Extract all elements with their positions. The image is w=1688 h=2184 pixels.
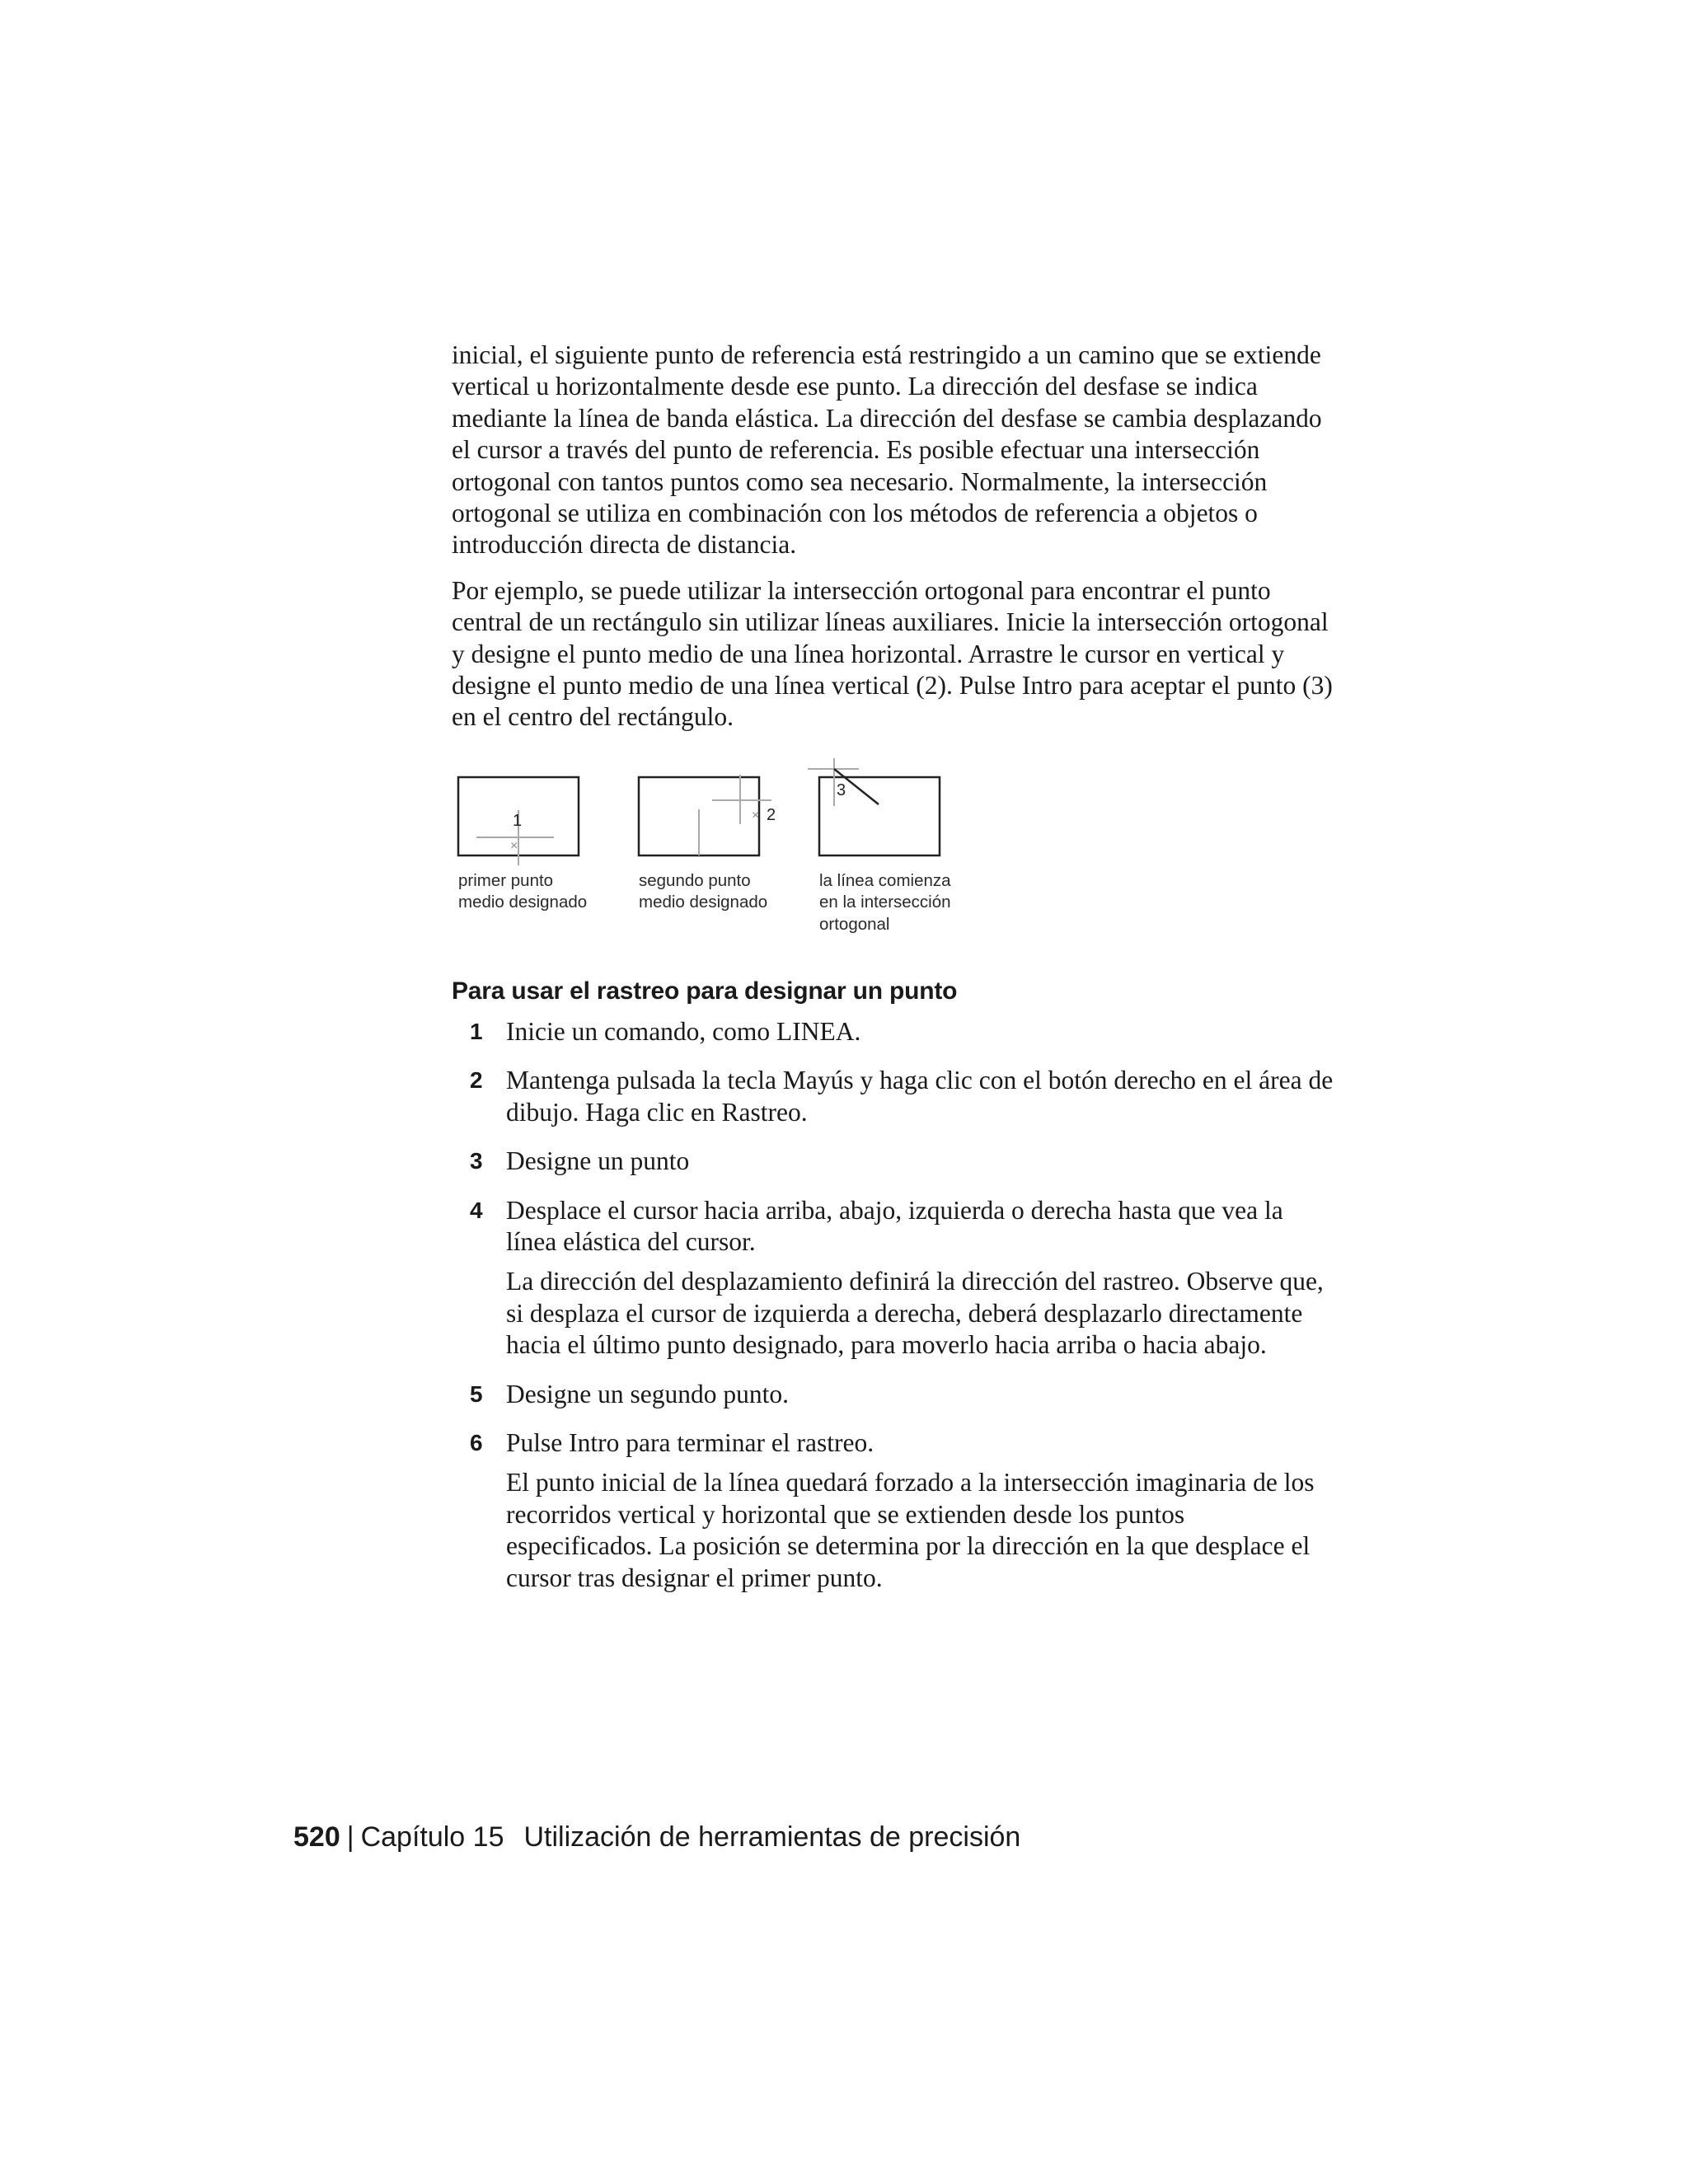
- step-number: 6: [470, 1429, 483, 1455]
- step-note: La dirección del desplazamiento definirá la dirección del rastreo. Observe que, si desplaza el cursor de izquierda a derecha, deberá desplazarlo directamente hacia el último punto designado, para moverlo hacia arriba o hacia abajo.: [506, 1267, 1324, 1360]
- footer-separator: |: [346, 1821, 354, 1853]
- panel-1-marker: 1: [513, 811, 523, 830]
- panel-2-caption: segundo punto medio designado: [639, 870, 768, 912]
- procedure-step-1: [452, 1016, 1335, 1047]
- step-number: 4: [470, 1197, 483, 1223]
- panel-1-caption: primer punto medio designado: [458, 870, 588, 912]
- body-paragraph-1: inicial, el siguiente punto de referencia está restringido a un camino que se extiende vertical u horizontalmente desde ese punto. La dirección del desfase se indica mediante la línea de banda elástica. La dirección del desfase se cambia desplazando el cursor a través del punto de referencia. Es posible efectuar una intersección ortogonal con tantos puntos como sea necesario. Normalmente, la intersección ortogonal se utiliza en combinación con los métodos de referencia a objetos o introducción directa de distancia.: [452, 340, 1322, 560]
- figure-drawing: [452, 758, 979, 865]
- page-number: 520: [293, 1821, 340, 1853]
- panel-3-caption: la línea comienza en la intersección ortogonal: [819, 870, 951, 934]
- procedure-heading: Para usar el rastreo para designar un punto: [452, 977, 958, 1005]
- step-text: Desplace el cursor hacia arriba, abajo, izquierda o derecha hasta que vea la línea elástica del cursor.: [506, 1195, 1283, 1256]
- panel-3-marker: 3: [837, 780, 846, 799]
- chapter-label: Capítulo 15: [360, 1821, 504, 1853]
- procedure-step-6: [452, 1427, 1335, 1594]
- page-content: [452, 340, 1335, 1594]
- step-number: 3: [470, 1148, 483, 1174]
- orthogonal-intersection-figure: [452, 758, 979, 948]
- step-number: 5: [470, 1380, 483, 1407]
- panel-2-marker: 2: [767, 805, 776, 824]
- procedure-steps: [452, 1016, 1335, 1594]
- procedure-step-4: [452, 1195, 1335, 1361]
- step-text: Designe un segundo punto.: [506, 1379, 789, 1408]
- procedure-step-3: [452, 1146, 1335, 1177]
- page-footer: [293, 1821, 1020, 1854]
- panel-2-midpoint-symbol: ×: [752, 808, 760, 823]
- chapter-title: Utilización de herramientas de precisión: [523, 1821, 1021, 1853]
- step-number: 1: [470, 1018, 483, 1044]
- step-text: Mantenga pulsada la tecla Mayús y haga clic con el botón derecho en el área de dibujo. Haga clic en Rastreo.: [506, 1066, 1334, 1127]
- body-paragraph-2: Por ejemplo, se puede utilizar la intersección ortogonal para encontrar el punto central de un rectángulo sin utilizar líneas auxiliares. Inicie la intersección ortogonal y designe el punto medio de una línea horizontal. Arrastre le cursor en vertical y designe el punto medio de una línea vertical (2). Pulse Intro para aceptar el punto (3) en el centro del rectángulo.: [452, 575, 1333, 732]
- step-number: 2: [470, 1067, 483, 1094]
- step-note: El punto inicial de la línea quedará forzado a la intersección imaginaria de los recorridos vertical y horizontal que se extienden desde los puntos especificados. La posición se determina por la dirección en la que desplace el cursor tras designar el primer punto.: [506, 1468, 1315, 1592]
- panel-1-midpoint-symbol: ×: [510, 838, 518, 853]
- step-text: Pulse Intro para terminar el rastreo.: [506, 1427, 874, 1457]
- step-text: Designe un punto: [506, 1146, 690, 1176]
- procedure-step-2: [452, 1065, 1335, 1128]
- procedure-step-5: [452, 1379, 1335, 1410]
- step-text: Inicie un comando, como LINEA.: [506, 1016, 861, 1046]
